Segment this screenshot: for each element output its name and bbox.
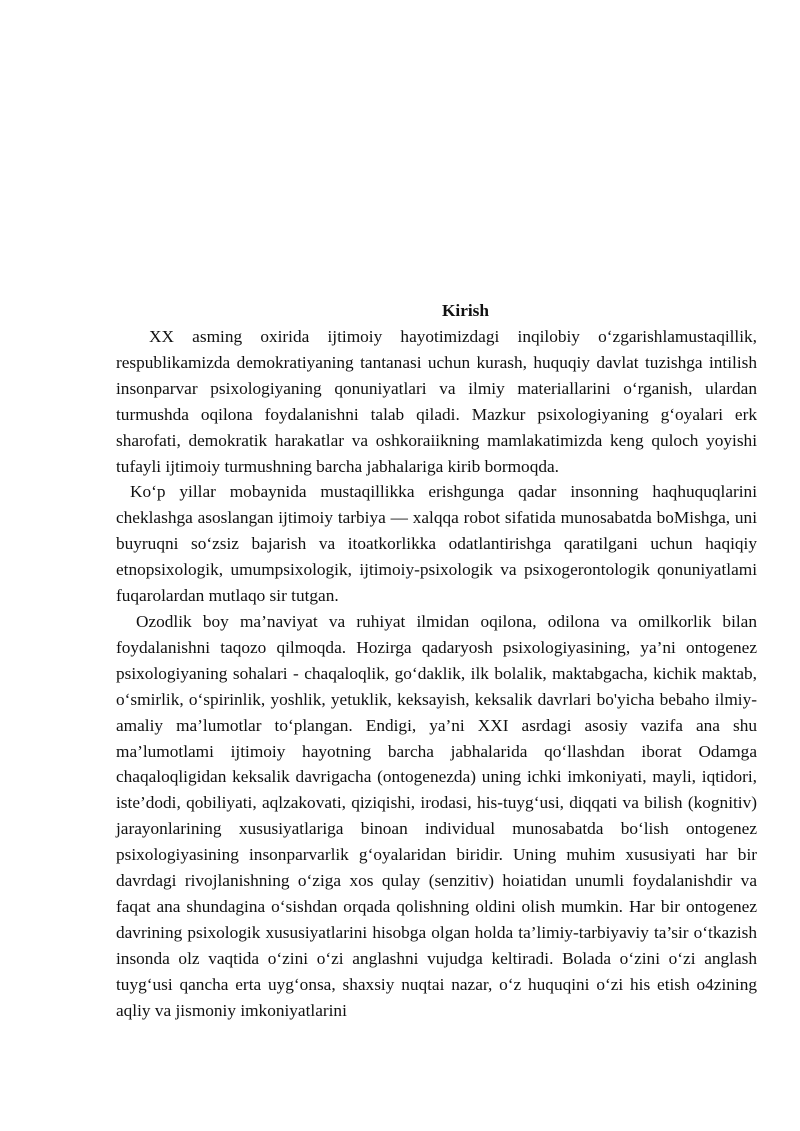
document-title: Kirish [441, 301, 490, 320]
paragraph-2: Ko‘p yillar mobaynida mustaqillikka erishgunga qadar insonning haqhuquqlarini cheklashga asoslangan ijtimoiy tarbiya — xalqqa robot sifatida munosabatda boMishga, uni buyruqni so‘zsiz bajarish va itoatkorlikka odatlantirishga qaratilgani uchun haqiqiy etnopsixologik, umumpsixologik, ijtimoiy-psixologik va psixogerontologik qonuniyatlami fuqarolardan mutlaqo sir tutgan. [116, 482, 757, 606]
document-body [116, 298, 757, 1023]
paragraph-1: XX asming oxirida ijtimoiy hayotimizdagi inqilobiy o‘zgarishlamustaqillik, respublikamizda demokratiyaning tantanasi uchun kurash, huquqiy davlat tuzishga intilish insonparvar psixologiyaning qonuniyatlari va ilmiy materiallarini o‘rganish, ulardan turmushda oqilona foydalanishni talab qiladi. Mazkur psixologiyaning g‘oyalari erk sharofati, demokratik harakatlar va oshkoraiikning mamlakatimizda keng quloch yoyishi tufayli ijtimoiy turmushning barcha jabhalariga kirib bormoqda. [116, 327, 757, 476]
paragraph-3: Ozodlik boy ma’naviyat va ruhiyat ilmidan oqilona, odilona va omilkorlik bilan foydalanishni taqozo qilmoqda. Hozirga qadaryosh psixologiyasining, ya’ni ontogenez psixologiyaning sohalari - chaqaloqlik, go‘daklik, ilk bolalik, maktabgacha, kichik maktab, o‘smirlik, o‘spirinlik, yoshlik, yetuklik, keksayish, keksalik davrlari bo'yicha bebaho ilmiy-amaliy ma’lumotlar to‘plangan. Endigi, ya’ni XXI asrdagi asosiy vazifa ana shu ma’lumotlami ijtimoiy hayotning barcha jabhalarida qo‘llashdan iborat Odamga chaqaloqligidan keksalik davrigacha (ontogenezda) uning ichki imkoniyati, mayli, iqtidori, iste’dodi, qobiliyati, aqlzakovati, qiziqishi, irodasi, his-tuyg‘usi, diqqati va bilish (kognitiv) jarayonlarining xususiyatlariga binoan individual munosabatda bo‘lish ontogenez psixologiyasining insonparvarlik g‘oyalaridan biridir. Uning muhim xususiyati har bir davrdagi rivojlanishning o‘ziga xos qulay (senzitiv) hoiatidan unumli foydalanishdir va faqat ana shundagina o‘sishdan orqada qolishning oldini olish mumkin. Har bir ontogenez davrining psixologik xususiyatlarini hisobga olgan holda ta’limiy-tarbiyaviy ta’sir o‘tkazish insonda olz vaqtida o‘zini o‘zi anglashni vujudga keltiradi. Bolada o‘zini o‘zi anglash tuyg‘usi qancha erta uyg‘onsa, shaxsiy nuqtai nazar, o‘z huquqini o‘zi his etish o4zining aqliy va jismoniy imkoniyatlarini [116, 611, 757, 1020]
